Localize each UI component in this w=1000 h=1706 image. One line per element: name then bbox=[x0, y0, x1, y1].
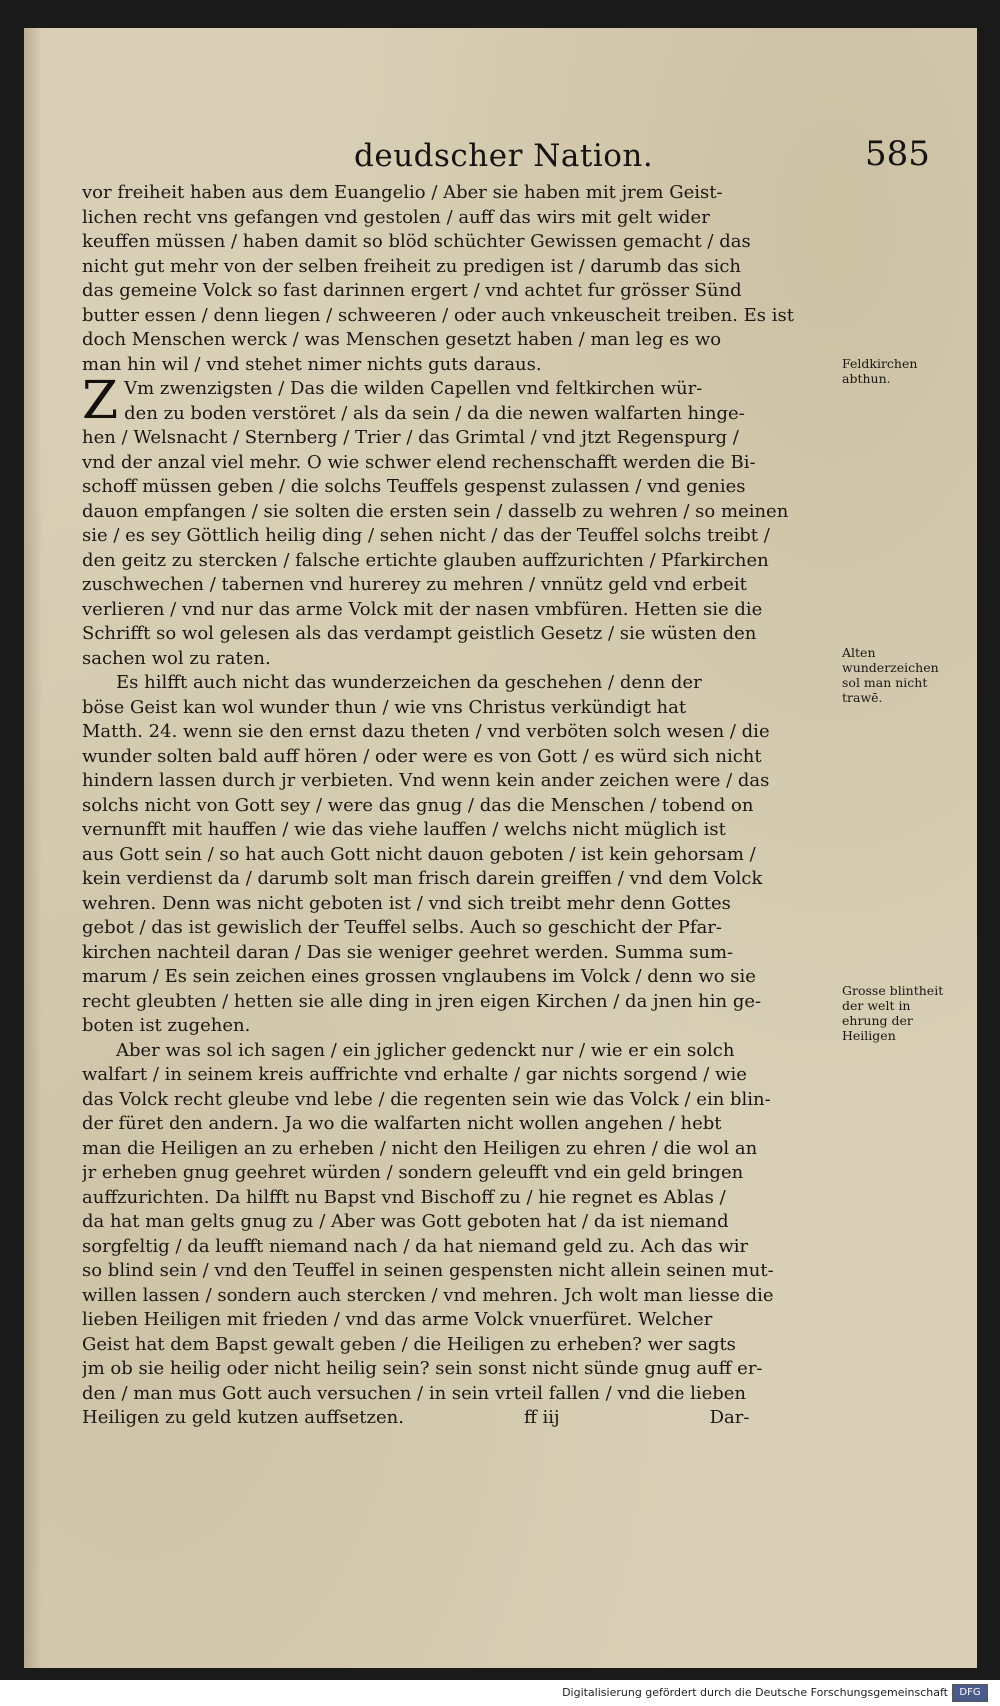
text-line: recht gleubten / hetten sie alle ding in jren eigen Kirchen / da jnen hin ge- bbox=[82, 990, 762, 1012]
margin-gloss-wunderzeichen: Alten wunderzeichen sol man nicht trawē. bbox=[842, 645, 939, 705]
dfg-logo: DFG bbox=[952, 1684, 988, 1702]
text-line: lieben Heiligen mit frieden / vnd das arme Volck vnuerfüret. Welcher bbox=[82, 1309, 713, 1330]
text-line: auffzurichten. Da hilfft nu Bapst vnd Bischoff zu / hie regnet es Ablas / bbox=[82, 1186, 726, 1208]
text-line: keuffen müssen / haben damit so blöd schüchter Gewissen gemacht / das bbox=[82, 231, 751, 252]
text-line: man hin wil / vnd stehet nimer nichts guts daraus. bbox=[82, 353, 542, 375]
funding-credit: Digitalisierung gefördert durch die Deutsche Forschungsgemeinschaft bbox=[562, 1686, 948, 1699]
paragraph-heiligen bbox=[82, 1039, 834, 1431]
text-line: Matth. 24. wenn sie den ernst dazu theten / vnd verböten solch wesen / die bbox=[82, 721, 770, 742]
text-line: Heiligen zu geld kutzen auffsetzen. bbox=[82, 1407, 404, 1428]
text-line: der füret den andern. Ja wo die walfarten nicht wollen angehen / hebt bbox=[82, 1113, 722, 1134]
text-line: wunder solten bald auff hören / oder were es von Gott / es würd sich nicht bbox=[82, 745, 762, 767]
text-line: zuschwechen / tabernen vnd hurerey zu mehren / vnnütz geld vnd erbeit bbox=[82, 574, 747, 595]
footer-bar bbox=[0, 1680, 1000, 1706]
book-page bbox=[24, 28, 977, 1668]
text-line: kein verdienst da / darumb solt man frisch darein greiffen / vnd dem Volck bbox=[82, 868, 763, 889]
drop-initial: Z bbox=[82, 371, 119, 431]
text-line: gebot / das ist gewislich der Teuffel selbs. Auch so geschicht der Pfar- bbox=[82, 917, 722, 938]
text-line: man die Heiligen an zu erheben / nicht den Heiligen zu ehren / die wol an bbox=[82, 1137, 758, 1159]
text-line: den zu boden verstöret / als da sein / da die newen walfarten hinge- bbox=[124, 402, 745, 424]
text-line: doch Menschen werck / was Menschen gesetzt haben / man leg es wo bbox=[82, 329, 722, 350]
text-line: den geitz zu stercken / falsche ertichte glauben auffzurichten / Pfarkirchen bbox=[82, 549, 769, 571]
text-line: Es hilfft auch nicht das wunderzeichen da geschehen / denn der bbox=[116, 672, 702, 693]
text-line: kirchen nachteil daran / Das sie weniger geehret werden. Summa sum- bbox=[82, 941, 734, 963]
signature-mark: ff iij bbox=[523, 1407, 560, 1428]
text-line: marum / Es sein zeichen eines grossen vnglaubens im Volck / denn wo sie bbox=[82, 966, 756, 987]
text-line: boten ist zugehen. bbox=[82, 1015, 251, 1036]
text-line: da hat man gelts gnug zu / Aber was Gott geboten hat / da ist niemand bbox=[82, 1211, 729, 1232]
text-line: sie / es sey Göttlich heilig ding / sehen nicht / das der Teuffel solchs treibt / bbox=[82, 525, 770, 546]
text-line: verlieren / vnd nur das arme Volck mit der nasen vmbfüren. Hetten sie die bbox=[82, 598, 763, 620]
text-line: Vm zwenzigsten / Das die wilden Capellen vnd feltkirchen wür- bbox=[124, 378, 703, 399]
text-line: butter essen / denn liegen / schweeren / oder auch vnkeuscheit treiben. Es ist bbox=[82, 304, 794, 326]
text-line: hindern lassen durch jr verbieten. Vnd wenn kein ander zeichen were / das bbox=[82, 770, 770, 791]
text-line: wehren. Denn was nicht geboten ist / vnd sich treibt mehr denn Gottes bbox=[82, 892, 731, 914]
text-line: böse Geist kan wol wunder thun / wie vns Christus verkündigt hat bbox=[82, 696, 687, 718]
text-line: jr erheben gnug geehret würden / sondern geleufft vnd ein geld bringen bbox=[82, 1162, 744, 1183]
text-line: vor freiheit haben aus dem Euangelio / Aber sie haben mit jrem Geist- bbox=[82, 182, 723, 203]
running-head: deudscher Nation. bbox=[354, 138, 654, 174]
text-line: aus Gott sein / so hat auch Gott nicht dauon geboten / ist kein gehorsam / bbox=[82, 843, 756, 865]
text-line: jm ob sie heilig oder nicht heilig sein? sein sonst nicht sünde gnug auff er- bbox=[82, 1358, 763, 1379]
main-text bbox=[82, 181, 834, 1431]
text-line: vnd der anzal viel mehr. O wie schwer elend rechenschafft werden die Bi- bbox=[82, 451, 756, 473]
text-line: vernunfft mit hauffen / wie das viehe lauffen / welchs nicht müglich ist bbox=[82, 819, 726, 840]
margin-gloss-feldkirchen: Feldkirchen abthun. bbox=[842, 356, 918, 386]
text-line: willen lassen / sondern auch stercken / vnd mehren. Jch wolt man liesse die bbox=[82, 1284, 774, 1306]
text-line: Schrifft so wol gelesen als das verdampt geistlich Gesetz / sie wüsten den bbox=[82, 623, 757, 644]
text-line: hen / Welsnacht / Sternberg / Trier / das Grimtal / vnd jtzt Regenspurg / bbox=[82, 427, 739, 448]
text-line: so blind sein / vnd den Teuffel in seinen gespensten nicht allein seinen mut- bbox=[82, 1260, 774, 1281]
text-line: lichen recht vns gefangen vnd gestolen / auff das wirs mit gelt wider bbox=[82, 206, 710, 228]
margin-gloss-heiligen: Grosse blintheit der welt in ehrung der Heiligen bbox=[842, 983, 944, 1043]
text-line: sorgfeltig / da leufft niemand nach / da hat niemand geld zu. Ach das wir bbox=[82, 1235, 749, 1257]
text-line: schoff müssen geben / die solchs Teuffels gespenst zulassen / vnd genies bbox=[82, 476, 746, 497]
text-line: nicht gut mehr von der selben freiheit zu predigen ist / darumb das sich bbox=[82, 255, 742, 277]
paragraph-wunderzeichen bbox=[82, 671, 834, 1039]
page-number: 585 bbox=[865, 134, 930, 174]
text-line: solchs nicht von Gott sey / were das gnug / das die Menschen / tobend on bbox=[82, 794, 754, 816]
paragraph-zwenzigsten bbox=[82, 371, 834, 671]
catchword: Dar- bbox=[709, 1407, 750, 1428]
text-line: sachen wol zu raten. bbox=[82, 647, 271, 669]
last-line bbox=[82, 1406, 834, 1431]
text-line: Aber was sol ich sagen / ein jglicher gedenckt nur / wie er ein solch bbox=[116, 1039, 735, 1061]
text-line: walfart / in seinem kreis auffrichte vnd erhalte / gar nichts sorgend / wie bbox=[82, 1064, 747, 1085]
text-line: dauon empfangen / sie solten die ersten sein / dasselb zu wehren / so meinen bbox=[82, 500, 789, 522]
text-line: das Volck recht gleube vnd lebe / die regenten sein wie das Volck / ein blin- bbox=[82, 1088, 771, 1110]
text-line: das gemeine Volck so fast darinnen ergert / vnd achtet fur grösser Sünd bbox=[82, 280, 742, 301]
text-line: Geist hat dem Bapst gewalt geben / die Heiligen zu erheben? wer sagts bbox=[82, 1333, 736, 1355]
text-line: den / man mus Gott auch versuchen / in sein vrteil fallen / vnd die lieben bbox=[82, 1382, 746, 1404]
